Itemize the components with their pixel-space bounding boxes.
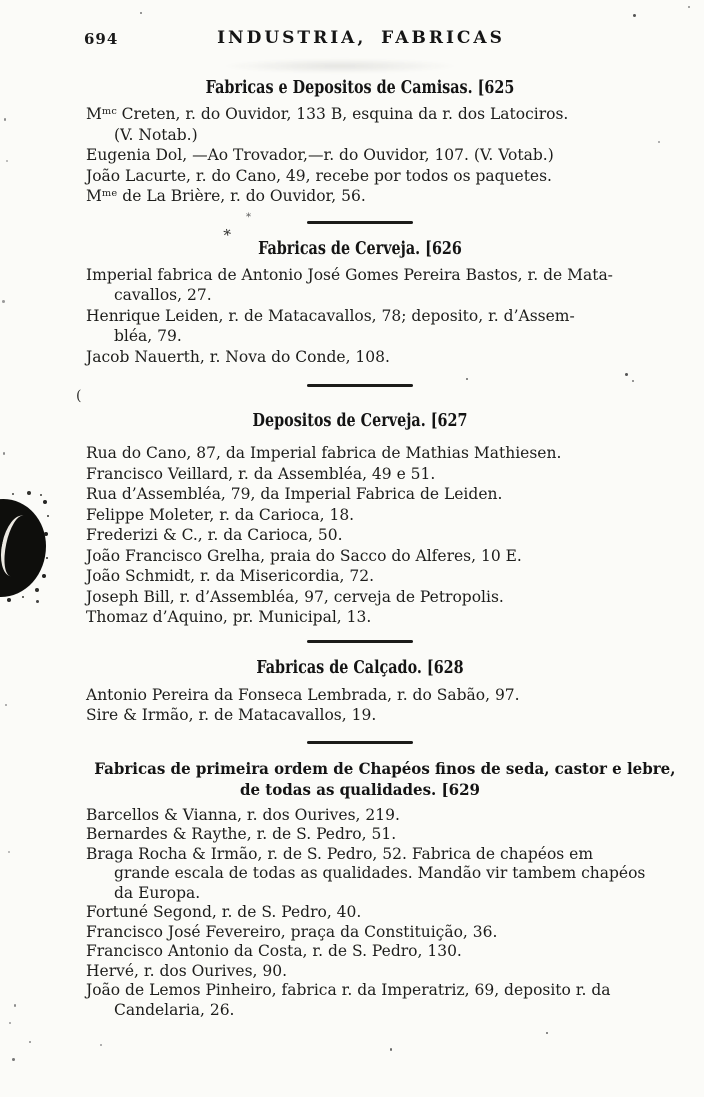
- directory-entry: [86, 186, 634, 207]
- entry-list: [86, 104, 634, 207]
- section-heading: [86, 237, 634, 261]
- section-heading-line: Fabricas de Cerveja. [626: [258, 238, 462, 259]
- scan-speck: [390, 1048, 392, 1051]
- scan-speck: [14, 1004, 16, 1007]
- entry-line: Imperial fabrica de Antonio José Gomes Pereira Bastos, r. de Mata-: [86, 265, 613, 284]
- directory-section: [86, 758, 676, 1021]
- directory-entry: [86, 347, 634, 368]
- section-heading: [86, 656, 634, 680]
- directory-entry: [86, 546, 634, 567]
- entry-line: Eugenia Dol, —Ao Trovador,—r. do Ouvidor, 107. (V. Votab.): [86, 146, 554, 164]
- running-head-title: INDUSTRIA, FABRICAS: [217, 28, 505, 48]
- entry-line: Joseph Bill, r. d’Assembléa, 97, cerveja de Petropolis.: [86, 587, 504, 606]
- directory-entry: [86, 566, 634, 587]
- scan-speck: [6, 160, 8, 162]
- entry-list: [86, 685, 634, 726]
- section-heading-line: Fabricas de Calçado. [628: [256, 657, 464, 678]
- directory-entry: [86, 685, 634, 706]
- directory-entry: [86, 962, 634, 982]
- scan-speck: [12, 1058, 15, 1061]
- entry-line: cavallos, 27.: [114, 286, 212, 304]
- scan-speck: [29, 1041, 31, 1043]
- entry-line: Felippe Moleter, r. da Carioca, 18.: [86, 505, 355, 524]
- section-heading: [86, 758, 676, 800]
- directory-entry: [86, 464, 634, 485]
- entry-line: Mᵐᶜ Creten, r. do Ouvidor, 133 B, esquina da r. dos Latociros.: [86, 105, 569, 123]
- section-divider: [307, 384, 413, 387]
- directory-entry: [86, 525, 634, 546]
- page-number: 694: [84, 30, 119, 48]
- entry-line: Thomaz d’Aquino, pr. Municipal, 13.: [86, 608, 372, 626]
- entry-line: da Europa.: [114, 883, 201, 902]
- directory-section: [86, 409, 634, 628]
- scan-speck: [625, 373, 628, 376]
- directory-entry: [86, 942, 634, 962]
- directory-entry: [86, 484, 634, 505]
- entry-line: Frederizi & C., r. da Carioca, 50.: [86, 526, 343, 544]
- stray-asterisk-mark: *: [222, 225, 234, 245]
- section-heading-line: Depositos de Cerveja. [627: [252, 411, 468, 431]
- section-heading-line: de todas as qualidades. [629: [239, 779, 481, 799]
- section-heading: [86, 409, 634, 433]
- entry-line: Francisco Veillard, r. da Assembléa, 49 e 51.: [86, 464, 436, 483]
- directory-section: [86, 237, 634, 368]
- directory-entry: [86, 806, 634, 826]
- entry-line: João Schmidt, r. da Misericordia, 72.: [86, 567, 375, 585]
- page-body: [86, 0, 676, 1020]
- scan-speck: [546, 1032, 548, 1034]
- directory-entry: [86, 844, 646, 904]
- entry-line: bléa, 79.: [114, 327, 182, 345]
- directory-entry: [86, 903, 634, 923]
- directory-entry: [86, 923, 634, 943]
- section-divider: [307, 221, 413, 224]
- section-heading-line: Fabricas de primeira ordem de Chapéos finos de seda, castor e lebre,: [94, 758, 676, 778]
- entry-line: Candelaria, 26.: [114, 1000, 235, 1019]
- entry-line: Barcellos & Vianna, r. dos Ourives, 219.: [86, 805, 400, 824]
- section-heading-line: Fabricas e Depositos de Camisas. [625: [205, 78, 515, 98]
- scan-speck: [658, 141, 660, 143]
- entry-line: Rua do Cano, 87, da Imperial fabrica de Mathias Mathiesen.: [86, 444, 562, 462]
- entry-line: Jacob Nauerth, r. Nova do Conde, 108.: [86, 347, 390, 366]
- stray-paren-mark: (: [76, 388, 82, 404]
- entry-line: Bernardes & Raythe, r. de S. Pedro, 51.: [86, 825, 397, 843]
- directory-section: [86, 76, 634, 207]
- scan-speck: [5, 704, 7, 706]
- directory-entry: [86, 104, 634, 145]
- scan-speck: [140, 12, 142, 14]
- scan-speck: [2, 300, 5, 303]
- entry-line: Antonio Pereira da Fonseca Lembrada, r. do Sabão, 97.: [86, 685, 520, 704]
- entry-line: Rua d’Assembléa, 79, da Imperial Fabrica de Leiden.: [86, 485, 503, 503]
- scan-speck: [8, 851, 10, 853]
- scan-speck: [36, 600, 39, 603]
- entry-list: [86, 265, 634, 368]
- entry-line: grande escala de todas as qualidades. Mandão vir tambem chapéos: [114, 864, 646, 882]
- entry-line: Sire & Irmão, r. de Matacavallos, 19.: [86, 706, 377, 724]
- section-divider: [307, 640, 413, 643]
- directory-entry: [86, 705, 634, 726]
- entry-line: Hervé, r. dos Ourives, 90.: [86, 961, 288, 980]
- directory-entry: [86, 607, 634, 628]
- directory-entry: [86, 505, 634, 526]
- directory-section: [86, 656, 634, 726]
- stray-asterisk-small-mark: *: [246, 212, 251, 223]
- scan-speck: [3, 452, 5, 455]
- directory-entry: [86, 981, 634, 1020]
- directory-entry: [86, 443, 634, 464]
- entry-line: Francisco José Fevereiro, praça da Constituição, 36.: [86, 922, 498, 941]
- entry-line: Henrique Leiden, r. de Matacavallos, 78; deposito, r. d’Assem-: [86, 306, 575, 325]
- scan-speck: [633, 14, 636, 17]
- scan-speck: [632, 380, 634, 382]
- entry-line: (V. Notab.): [114, 125, 198, 144]
- scan-speck: [4, 118, 6, 121]
- entry-line: João Lacurte, r. do Cano, 49, recebe por todos os paquetes.: [86, 166, 552, 185]
- ink-blot-artifact: [0, 499, 50, 599]
- entry-line: João de Lemos Pinheiro, fabrica r. da Imperatriz, 69, deposito r. da: [86, 981, 611, 999]
- ink-blot-fringe: [0, 499, 2, 501]
- directory-entry: [86, 587, 634, 608]
- directory-entry: [86, 166, 634, 187]
- entry-line: Francisco Antonio da Costa, r. de S. Pedro, 130.: [86, 942, 462, 960]
- entry-line: Mᵐᵉ de La Brière, r. do Ouvidor, 56.: [86, 187, 366, 205]
- section-divider: [307, 741, 413, 744]
- scan-speck: [100, 1044, 102, 1046]
- entry-line: João Francisco Grelha, praia do Sacco do Alferes, 10 E.: [86, 546, 522, 565]
- entry-list: [86, 443, 634, 628]
- entry-line: Fortuné Segond, r. de S. Pedro, 40.: [86, 903, 362, 921]
- directory-entry: [86, 265, 634, 306]
- scan-speck: [466, 378, 468, 380]
- directory-entry: [86, 306, 634, 347]
- scan-speck: [688, 6, 690, 8]
- section-heading: [86, 76, 634, 100]
- directory-entry: [86, 825, 634, 845]
- entry-line: Braga Rocha & Irmão, r. de S. Pedro, 52. Fabrica de chapéos em: [86, 844, 594, 863]
- scan-speck: [9, 1022, 11, 1024]
- directory-entry: [86, 145, 634, 166]
- entry-list: [86, 805, 646, 1021]
